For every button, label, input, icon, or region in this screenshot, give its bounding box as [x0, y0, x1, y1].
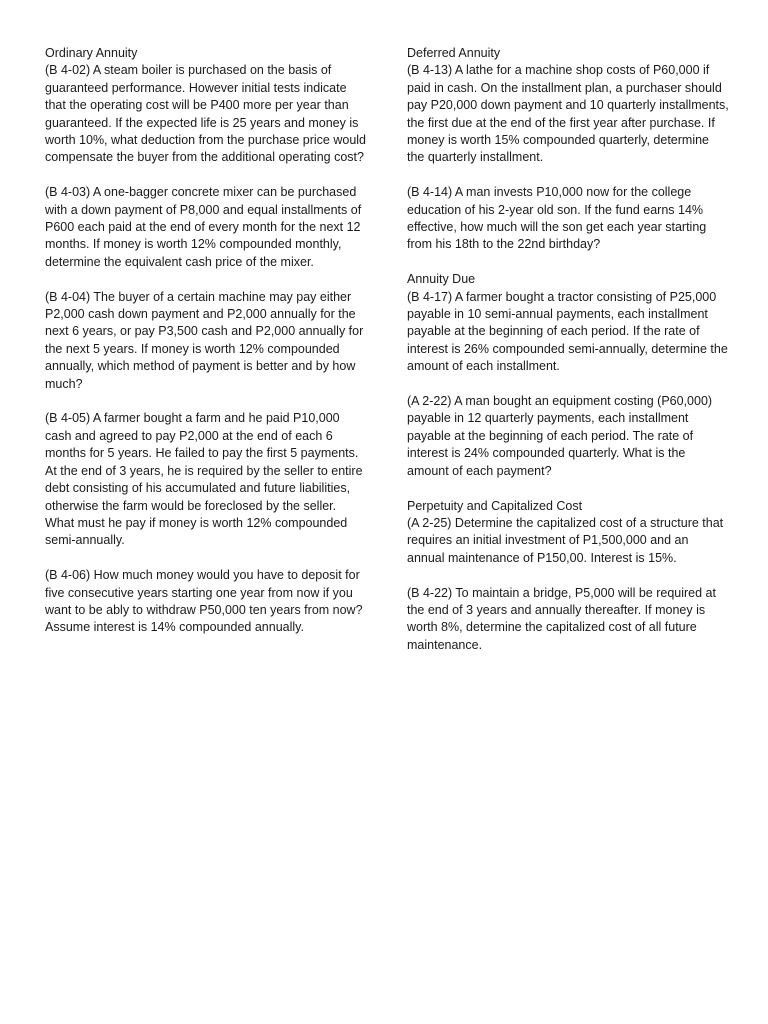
problem-b4-03: (B 4-03) A one-bagger concrete mixer can be purchased with a down payment of P8,000 and equal installments of P600 each paid at the end of every month for the next 12 months. If money is worth 12% compounded monthly, determine the equivalent cash price of the mixer.	[45, 185, 362, 269]
problem-a2-25: (A 2-25) Determine the capitalized cost of a structure that requires an initial investment of P1,500,000 and an annual maintenance of P150,00. Interest is 15%.	[407, 515, 724, 565]
section-heading: Ordinary Annuity	[45, 46, 138, 60]
section-heading: Deferred Annuity	[407, 46, 501, 60]
problem-b4-05: (B 4-05) A farmer bought a farm and he paid P10,000 cash and agreed to pay P2,000 at the end of each 6 months for 5 years. He failed to pay the first 5 payments. At the end of 3 years, he is required by the seller to entire debt consisting of his accumulated and future liabilities, otherwise the farm would be foreclosed by the seller. What must he pay if money is worth 12% compounded semi-annually.	[45, 411, 363, 548]
left-column	[45, 45, 367, 654]
right-column	[407, 45, 729, 672]
section-heading: Annuity Due	[407, 272, 476, 287]
problem-b4-17: (B 4-17) A farmer bought a tractor consisting of P25,000 payable in 10 semi-annual payments, each installment payable at the beginning of each period. If the rate of interest is 26% compounded semi-annually, determine the amount of each installment.	[407, 289, 728, 374]
section-deferred-annuity	[407, 45, 729, 254]
problem-a2-22: (A 2-22) A man bought an equipment costing (P60,000) payable in 12 quarterly payments, each installment payable at the beginning of each period. The rate of interest is 24% compounded quarterly. What is the amount of each payment?	[407, 394, 713, 478]
problem-b4-13: (B 4-13) A lathe for a machine shop costs of P60,000 if paid in cash. On the installment plan, a purchaser should pay P20,000 down payment and 10 quarterly installments, the first due at the end of the first year after purchase. If money is worth 15% compounded quarterly, determine the quarterly installment.	[407, 63, 729, 165]
problem-b4-06: (B 4-06) How much money would you have to deposit for five consecutive years starting one year from now if you want to be ably to withdraw P50,000 ten years from now? Assume interest is 14% compounded annually.	[45, 568, 363, 635]
section-annuity-due	[407, 271, 729, 480]
problem-b4-22: (B 4-22) To maintain a bridge, P5,000 will be required at the end of 3 years and annually thereafter. If money is worth 8%, determine the capitalized cost of all future maintenance.	[407, 585, 716, 652]
section-ordinary-annuity	[45, 45, 367, 637]
section-perpetuity-capitalized-cost	[407, 498, 729, 655]
problem-b4-14: (B 4-14) A man invests P10,000 now for the college education of his 2-year old son. If the fund earns 14% effective, how much will the son get each year starting from his 18th to the 22nd birthday?	[407, 185, 707, 252]
section-heading: Perpetuity and Capitalized Cost	[407, 498, 583, 513]
problem-b4-04: (B 4-04) The buyer of a certain machine may pay either P2,000 cash down payment and P2,000 annually for the next 6 years, or pay P3,500 cash and P2,000 annually for the next 5 years. If money is worth 12% compounded annually, which method of payment is better and by how much?	[45, 289, 364, 391]
problem-b4-02: (B 4-02) A steam boiler is purchased on the basis of guaranteed performance. However initial tests indicate that the operating cost will be P400 more per year than guaranteed. If the expected life is 25 years and money is worth 10%, what deduction from the purchase price would compensate the buyer from the additional operating cost?	[45, 63, 367, 165]
